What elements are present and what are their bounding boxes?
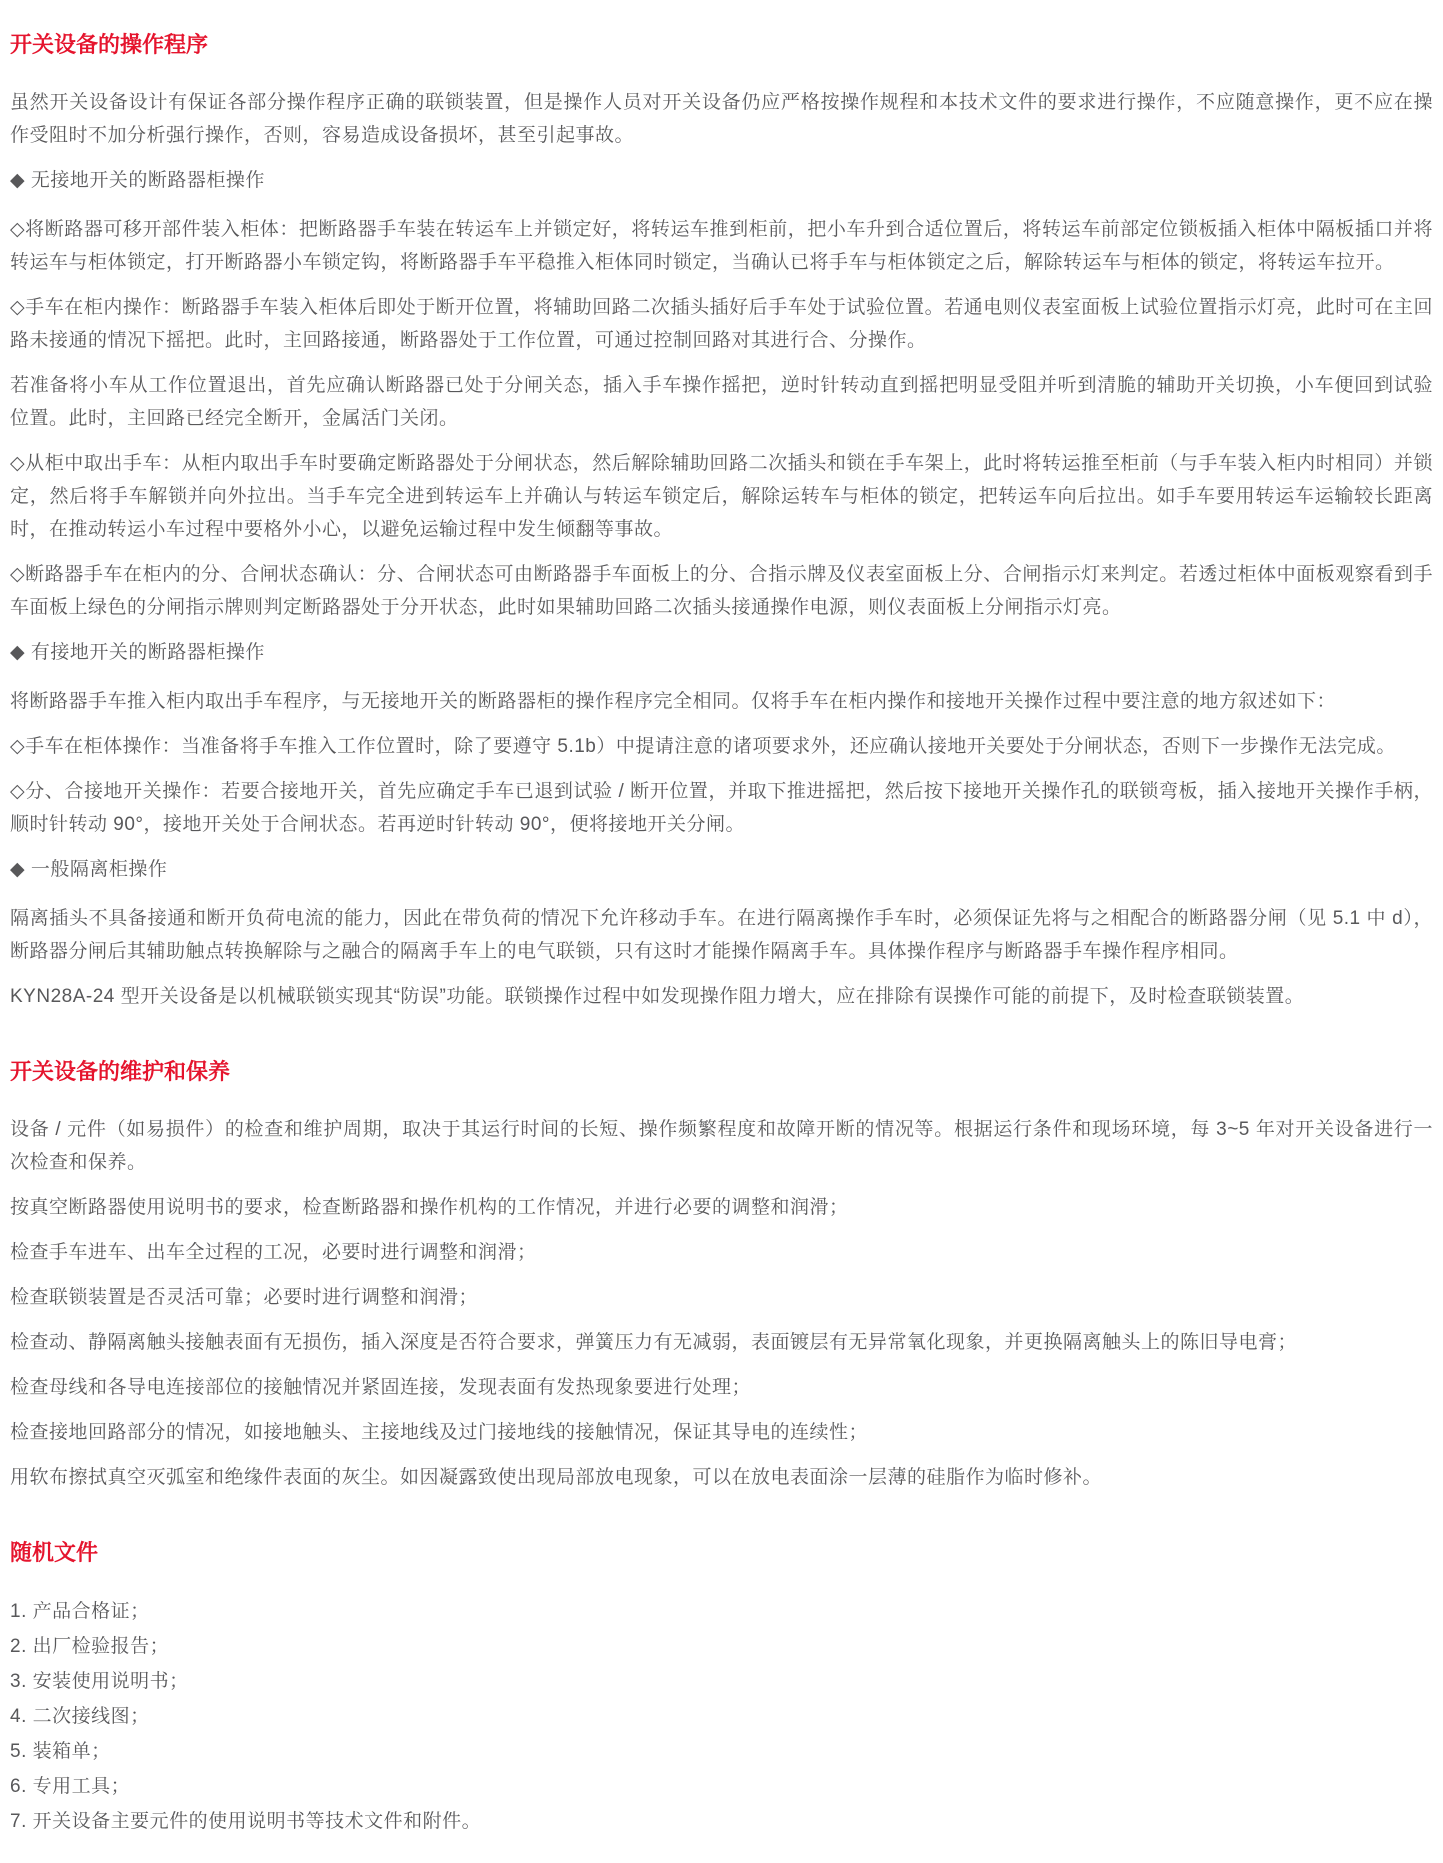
operation-paragraph-remove-truck: ◇从柜中取出手车：从柜内取出手车时要确定断路器处于分闸状态，然后解除辅助回路二次插头和锁在手车架上，此时将转运推至柜前（与手车装入柜内时相同）并锁定，然后将手车解锁并向外拉出。当手车完全进到转运车上并确认与转运车锁定后，解除运转车与柜体的锁定，把转运车向后拉出。如手车要用转运车运输较长距离时，在推动转运小车过程中要格外小心，以避免运输过程中发生倾翻等事故。: [10, 453, 1433, 540]
operation-paragraph-same-procedure: 将断路器手车推入柜内取出手车程序，与无接地开关的断路器柜的操作程序完全相同。仅将手车在柜内操作和接地开关操作过程中要注意的地方叙述如下：: [10, 691, 1337, 712]
operation-paragraph-truck-in-body: ◇手车在柜体操作：当准备将手车推入工作位置时，除了要遵守 5.1b）中提请注意的诸项要求外，还应确认接地开关要处于分闸状态，否则下一步操作无法完成。: [10, 736, 1396, 757]
document-item-test-report: 2. 出厂检验报告；: [10, 1636, 170, 1657]
maintenance-paragraph-truck-check: 检查手车进车、出车全过程的工况，必要时进行调整和润滑；: [10, 1242, 537, 1263]
maintenance-paragraph-breaker-check: 按真空断路器使用说明书的要求，检查断路器和操作机构的工作情况，并进行必要的调整和润滑；: [10, 1197, 849, 1218]
operation-paragraph-kyn28a-interlock: KYN28A-24 型开关设备是以机械联锁实现其“防误”功能。联锁操作过程中如发现操作阻力增大，应在排除有误操作可能的前提下，及时检查联锁装置。: [10, 986, 1305, 1007]
maintenance-section-title: 开关设备的维护和保养: [10, 1059, 231, 1084]
operation-paragraph-isolation-plug: 隔离插头不具备接通和断开负荷电流的能力，因此在带负荷的情况下允许移动手车。在进行隔离操作手车时，必须保证先将与之相配合的断路器分闸（见 5.1 中 d），断路器分闸后其辅助触点转换解除与之融合的隔离手车上的电气联锁，只有这时才能操作隔离手车。具体操作程序与断路器手车操作程序相同。: [10, 908, 1433, 962]
operation-subheading-with-earthing-switch: ◆ 有接地开关的断路器柜操作: [10, 642, 265, 663]
document-item-special-tools: 6. 专用工具；: [10, 1776, 131, 1797]
section-accompanying-documents: [10, 1538, 1433, 1839]
operation-paragraph-insert-breaker: ◇将断路器可移开部件装入柜体：把断路器手车装在转运车上并锁定好，将转运车推到柜前，把小车升到合适位置后，将转运车前部定位锁板插入柜体中隔板插口并将转运车与柜体锁定，打开断路器小车锁定钩，将断路器手车平稳推入柜体同时锁定，当确认已将手车与柜体锁定之后，解除转运车与柜体的锁定，将转运车拉开。: [10, 219, 1433, 273]
operation-paragraph-earthing-switch-op: ◇分、合接地开关操作：若要合接地开关，首先应确定手车已退到试验 / 断开位置，并取下推进摇把，然后按下接地开关操作孔的联锁弯板，插入接地开关操作手柄，顺时针转动 90°，接地开关处于合闸状态。若再逆时针转动 90°，便将接地开关分闸。: [10, 781, 1433, 835]
section-maintenance: [10, 1057, 1433, 1494]
maintenance-paragraph-interlock-check: 检查联锁装置是否灵活可靠；必要时进行调整和润滑；: [10, 1287, 479, 1308]
maintenance-paragraph-cycle: 设备 / 元件（如易损件）的检查和维护周期，取决于其运行时间的长短、操作频繁程度和故障开断的情况等。根据运行条件和现场环境，每 3~5 年对开关设备进行一次检查和保养。: [10, 1119, 1433, 1173]
document-item-certificate: 1. 产品合格证；: [10, 1601, 150, 1622]
operation-subheading-isolation-cabinet: ◆ 一般隔离柜操作: [10, 859, 168, 880]
operation-paragraph-intro: 虽然开关设备设计有保证各部分操作程序正确的联锁装置，但是操作人员对开关设备仍应严格按操作规程和本技术文件的要求进行操作，不应随意操作，更不应在操作受阻时不加分析强行操作，否则，容易造成设备损坏，甚至引起事故。: [10, 92, 1433, 146]
operation-paragraph-withdraw-truck: 若准备将小车从工作位置退出，首先应确认断路器已处于分闸关态，插入手车操作摇把，逆时针转动直到摇把明显受阻并听到清脆的辅助开关切换，小车便回到试验位置。此时，主回路已经完全断开，金属活门关闭。: [10, 375, 1433, 429]
document-item-component-manuals: 7. 开关设备主要元件的使用说明书等技术文件和附件。: [10, 1811, 482, 1832]
operation-paragraph-truck-in-cabinet: ◇手车在柜内操作：断路器手车装入柜体后即处于断开位置，将辅助回路二次插头插好后手车处于试验位置。若通电则仪表室面板上试验位置指示灯亮，此时可在主回路未接通的情况下摇把。此时，主回路接通，断路器处于工作位置，可通过控制回路对其进行合、分操作。: [10, 297, 1433, 351]
document-item-wiring-diagram: 4. 二次接线图；: [10, 1706, 150, 1727]
maintenance-paragraph-busbar-check: 检查母线和各导电连接部位的接触情况并紧固连接，发现表面有发热现象要进行处理；: [10, 1377, 752, 1398]
maintenance-paragraph-earthing-check: 检查接地回路部分的情况，如接地触头、主接地线及过门接地线的接触情况，保证其导电的连续性；: [10, 1422, 869, 1443]
maintenance-paragraph-contact-check: 检查动、静隔离触头接触表面有无损伤，插入深度是否符合要求，弹簧压力有无减弱，表面镀层有无异常氧化现象，并更换隔离触头上的陈旧导电膏；: [10, 1332, 1298, 1353]
section-operation: [10, 30, 1433, 1013]
operation-paragraph-state-confirmation: ◇断路器手车在柜内的分、合闸状态确认：分、合闸状态可由断路器手车面板上的分、合指示牌及仪表室面板上分、合闸指示灯来判定。若透过柜体中面板观察看到手车面板上绿色的分闸指示牌则判定断路器处于分开状态，此时如果辅助回路二次插头接通操作电源，则仪表面板上分闸指示灯亮。: [10, 564, 1433, 618]
document-item-manual: 3. 安装使用说明书；: [10, 1671, 189, 1692]
document-item-packing-list: 5. 装箱单；: [10, 1741, 111, 1762]
operation-section-title: 开关设备的操作程序: [10, 32, 209, 57]
documents-section-title: 随机文件: [10, 1540, 99, 1565]
operation-subheading-no-earthing-switch: ◆ 无接地开关的断路器柜操作: [10, 170, 265, 191]
maintenance-paragraph-cleaning: 用软布擦拭真空灭弧室和绝缘件表面的灰尘。如因凝露致使出现局部放电现象，可以在放电表面涂一层薄的硅脂作为临时修补。: [10, 1467, 1103, 1488]
